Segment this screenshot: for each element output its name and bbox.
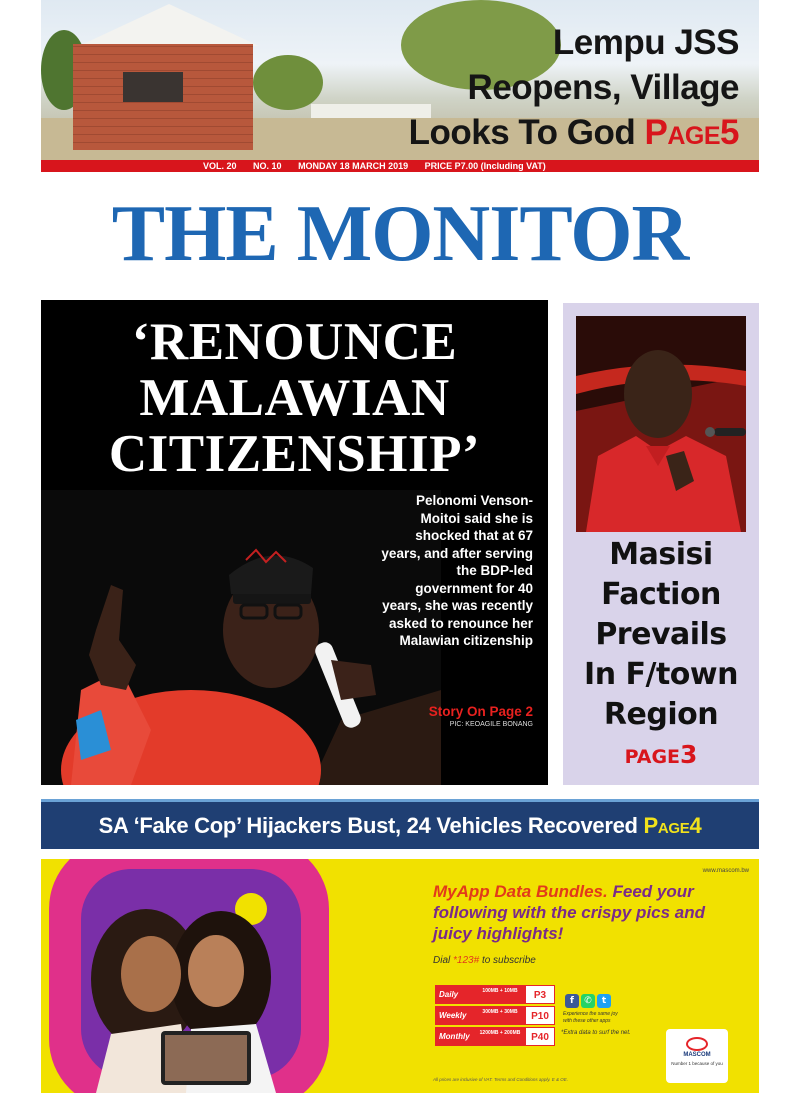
twitter-icon[interactable]: t	[597, 994, 611, 1008]
whatsapp-icon[interactable]: ✆	[581, 994, 595, 1008]
lead-headline-line: MALAWIAN	[139, 369, 450, 427]
mascom-logo-mark	[686, 1037, 708, 1051]
teaser-photo-roof	[79, 4, 259, 46]
ad-bundle-price: P40	[525, 1027, 555, 1046]
issue-price: PRICE P7.00 (Including VAT)	[424, 161, 546, 171]
ad-headline	[433, 881, 733, 944]
ad-url[interactable]: www.mascom.bw	[702, 868, 749, 874]
masthead[interactable]: THE MONITOR	[111, 190, 689, 278]
side-page-number: 3	[680, 740, 698, 769]
ad-bundle-row	[435, 1027, 555, 1046]
teaser-headline-line: Lempu JSS	[552, 23, 739, 62]
advertisement[interactable]	[41, 859, 759, 1093]
side-story[interactable]	[563, 303, 759, 785]
ad-bundle-price: P10	[525, 1006, 555, 1025]
teaser-headline-line: Looks To God	[408, 113, 636, 152]
ad-dial	[433, 955, 536, 967]
teaser-headline-line-last	[409, 110, 739, 155]
ad-bundle-row	[435, 1006, 555, 1025]
side-page-label: PAGE	[624, 746, 681, 768]
ad-brand-tag: Number 1 because of you	[671, 1061, 723, 1066]
side-headline-line: Region	[603, 697, 719, 732]
ad-extra-note: *Extra data to surf the net.	[561, 1030, 631, 1036]
issue-volume: VOL. 20	[203, 161, 237, 171]
banner-headline: SA ‘Fake Cop’ Hijackers Bust, 24 Vehicles Recovered	[98, 813, 638, 838]
photo-credit: PIC: KEOAGILE BONANG	[449, 721, 533, 728]
side-headline	[563, 535, 759, 735]
teaser-headline[interactable]	[409, 20, 739, 155]
lead-headline-line: ‘RENOUNCE	[131, 313, 458, 371]
lead-story-link[interactable]: Story On Page 2	[428, 704, 533, 719]
lead-headline-line: CITIZENSHIP’	[108, 425, 481, 483]
ad-bundle-size: 100MB + 10MB	[482, 988, 518, 994]
ad-headline-rest: Feed your following with the crispy pics and juicy highlights!	[433, 882, 706, 943]
lead-headline	[41, 314, 548, 482]
issue-date: MONDAY 18 MARCH 2019	[298, 161, 409, 171]
lead-summary: Pelonomi Venson-Moitoi said she is shocked that at 67 years, and after serving the BDP-led government for 40 years, she was recently asked to renounce her Malawian citizenship	[381, 493, 533, 648]
side-page-ref[interactable]	[563, 740, 759, 769]
ad-headline-accent: MyApp Data Bundles.	[433, 882, 608, 901]
issue-info-bar	[41, 160, 759, 172]
side-headline-line: Faction	[601, 577, 721, 612]
teaser-photo-tree	[253, 55, 323, 110]
side-photo	[576, 316, 746, 532]
ad-bundle-row	[435, 985, 555, 1004]
ad-dial-suffix: to subscribe	[481, 955, 536, 966]
ad-bundle-plan: Daily	[439, 990, 459, 999]
teaser-page-ref[interactable]: Page5	[644, 113, 739, 152]
ad-dial-prefix: Dial	[433, 955, 451, 966]
teaser-photo-plaque	[123, 72, 183, 102]
side-headline-line: In F/town	[584, 657, 738, 692]
banner-page-ref[interactable]: Page4	[643, 813, 702, 838]
ad-brand: MASCOM	[683, 1052, 711, 1058]
ad-social-icons	[565, 994, 611, 1008]
ad-bundle-table	[435, 985, 555, 1048]
ad-bundle-size: 1200MB + 200MB	[479, 1030, 521, 1036]
ad-bundle-plan: Monthly	[439, 1032, 470, 1041]
ad-bundle-plan: Weekly	[439, 1011, 467, 1020]
issue-number: NO. 10	[253, 161, 282, 171]
facebook-icon[interactable]: f	[565, 994, 579, 1008]
mascom-logo[interactable]	[666, 1029, 728, 1083]
side-headline-line: Masisi	[609, 537, 713, 572]
ad-photo	[41, 859, 341, 1093]
top-teaser	[41, 0, 759, 160]
ad-bundle-price: P3	[525, 985, 555, 1004]
side-headline-line: Prevails	[595, 617, 727, 652]
lead-story[interactable]	[41, 300, 548, 785]
teaser-headline-line: Reopens, Village	[467, 68, 739, 107]
ad-dial-code: *123#	[453, 955, 480, 966]
ad-bundle-size: 300MB + 30MB	[482, 1009, 518, 1015]
ad-joy-note: Experience the same joy with these other apps	[563, 1011, 618, 1024]
ad-terms: All prices are inclusive of VAT. Terms and Conditions apply. E & OE.	[433, 1077, 569, 1082]
story-banner[interactable]	[41, 799, 759, 849]
